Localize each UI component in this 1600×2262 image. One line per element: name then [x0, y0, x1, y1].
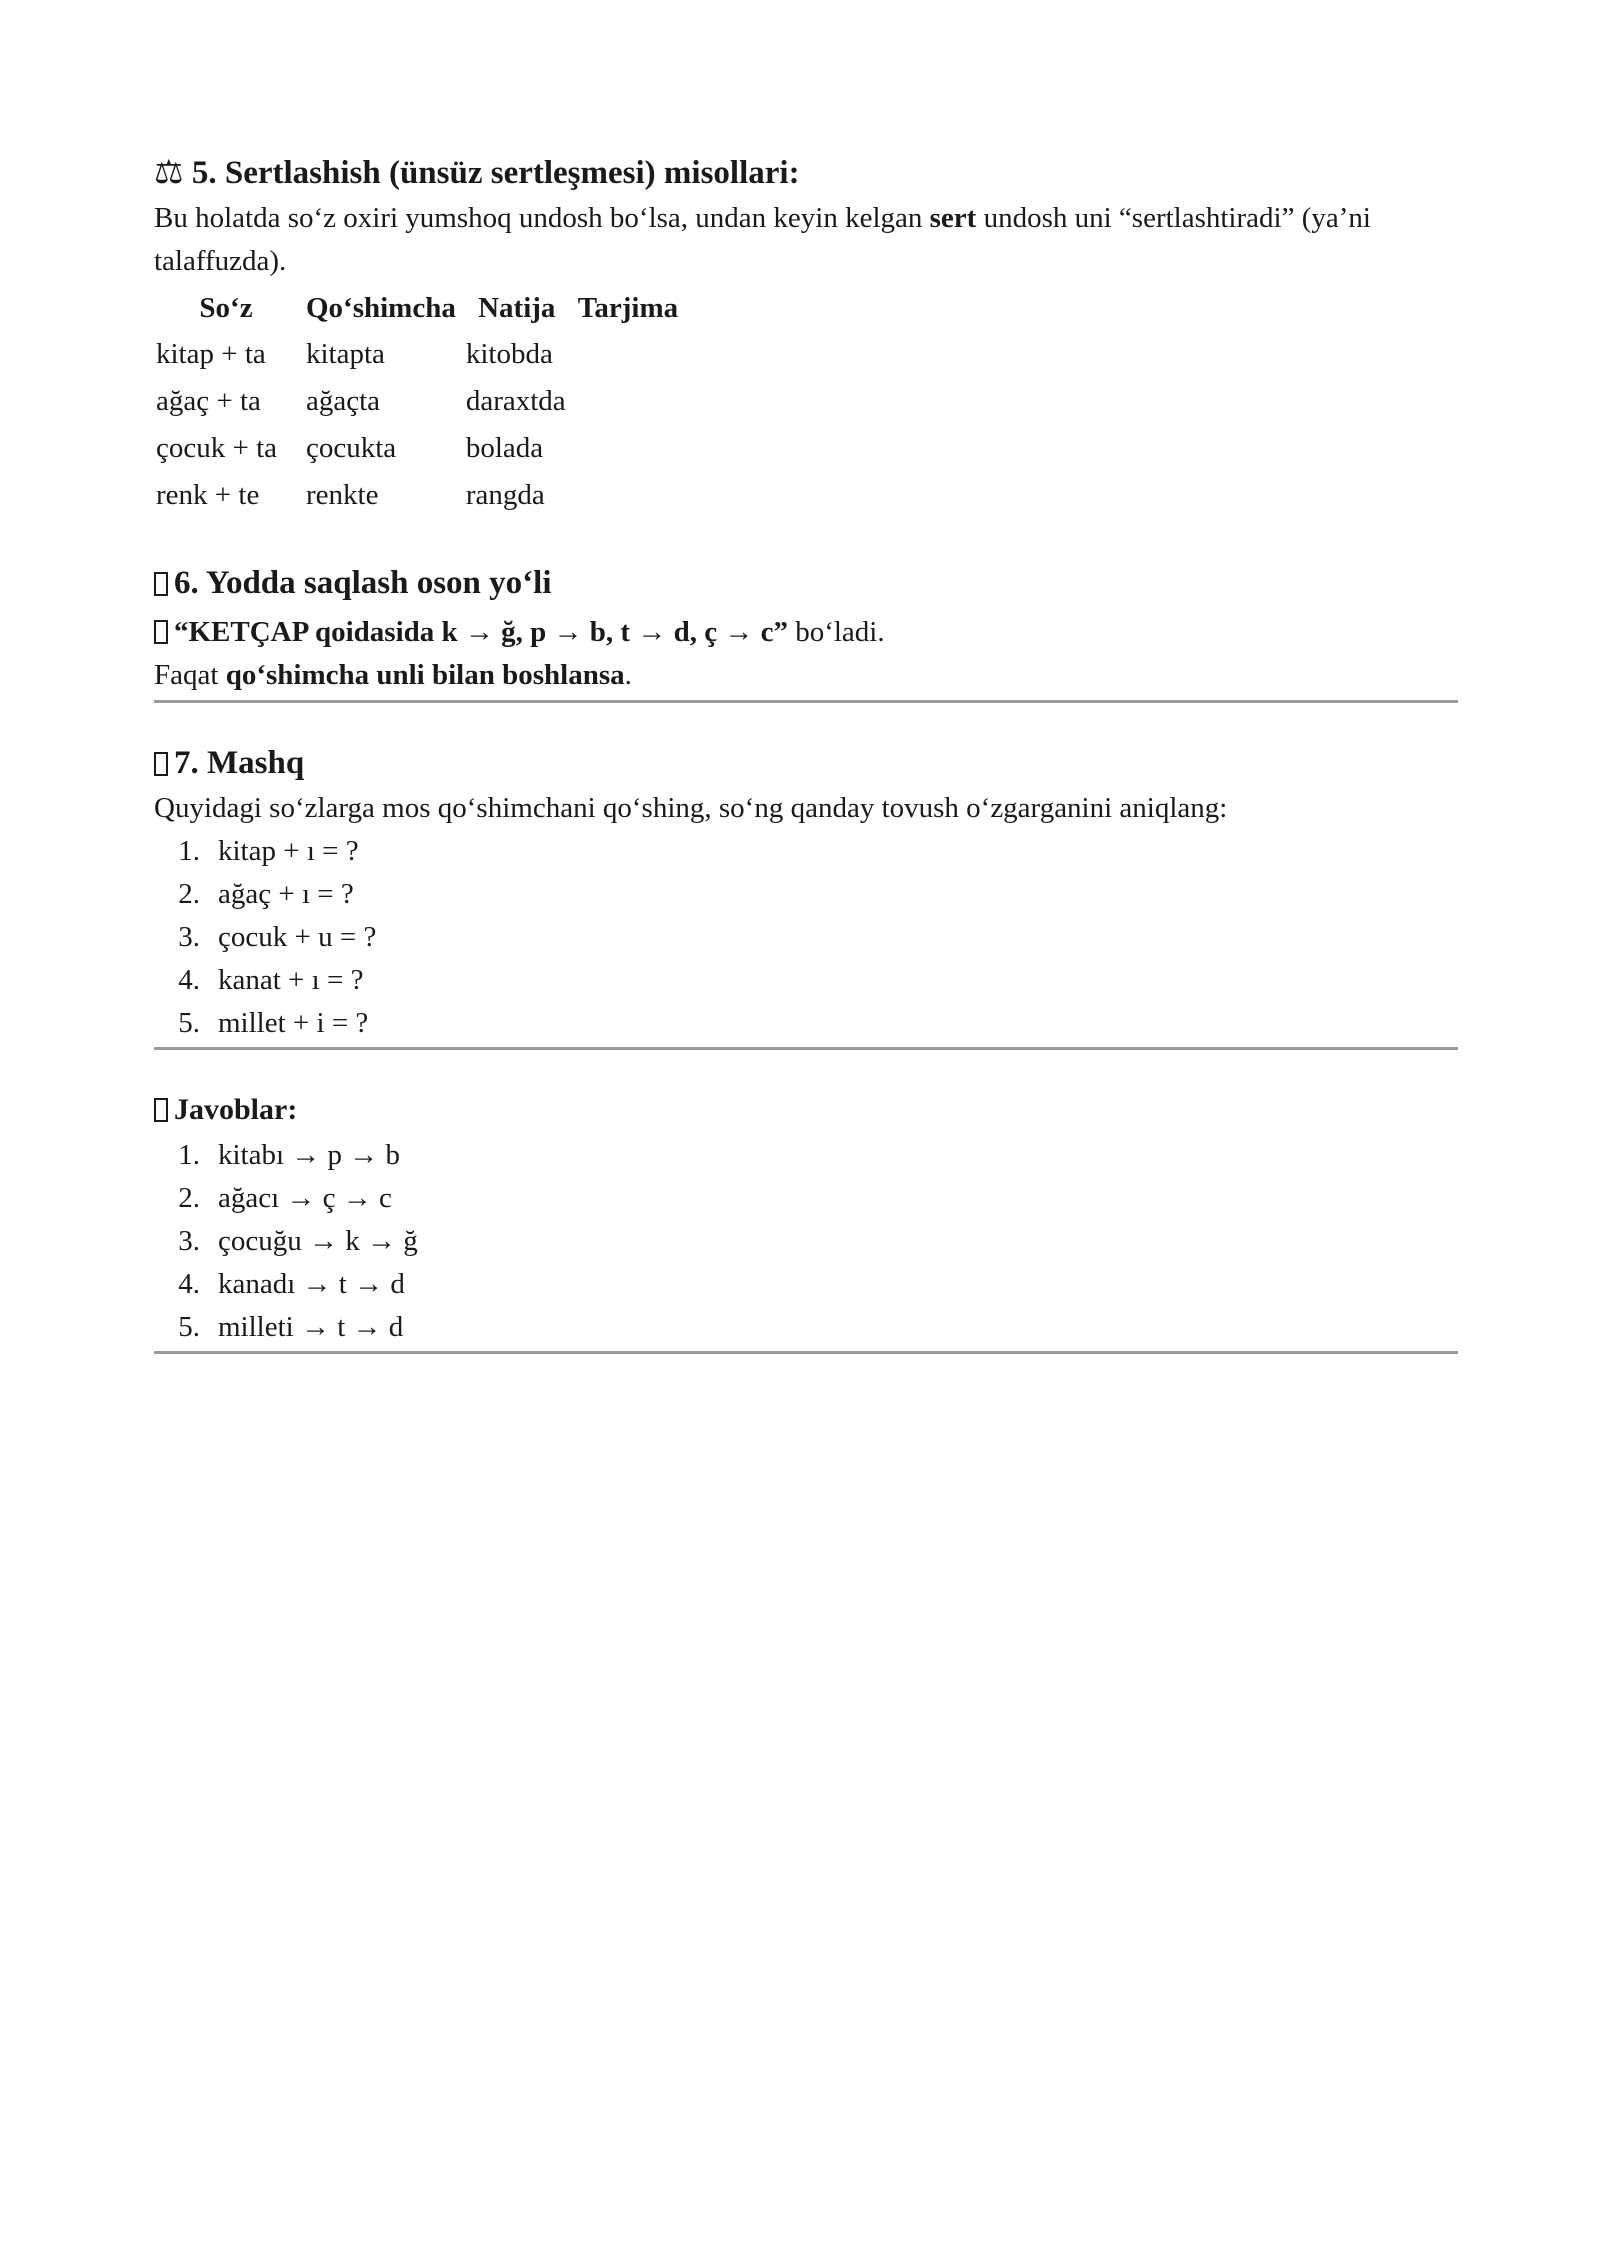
- list-item: [154, 830, 1458, 873]
- table-cell: renkte: [306, 479, 379, 511]
- balance-scale-icon: ⚖: [154, 152, 184, 191]
- table-row: [154, 425, 688, 472]
- answers-title: Javoblar:: [174, 1093, 298, 1126]
- table-cell: bolada: [465, 432, 544, 464]
- list-item: [154, 1220, 1458, 1263]
- list-item: [154, 873, 1458, 916]
- column-header: Natija: [478, 291, 556, 324]
- section-5-paragraph: [154, 197, 1458, 283]
- table-cell: renk + te: [156, 479, 260, 511]
- table-row: [154, 331, 688, 378]
- section-5-heading: [154, 150, 1458, 195]
- list-text: çocuk + u = ?: [218, 921, 377, 953]
- table-cell: daraxtda: [465, 385, 566, 417]
- list-number: 2.: [178, 1182, 200, 1214]
- table-cell: kitap + ta: [156, 338, 266, 370]
- section-5-title: 5. Sertlashish (ünsüz sertleşmesi) misollari:: [191, 155, 800, 191]
- table-cell: kitapta: [306, 338, 385, 370]
- divider: [154, 700, 1458, 703]
- table-cell: ağaç + ta: [156, 385, 261, 417]
- list-text: kanat + ı = ?: [218, 964, 364, 996]
- table-cell: [578, 425, 688, 472]
- answers-list: [154, 1134, 1458, 1349]
- missing-glyph-icon: [154, 620, 168, 644]
- condition-text: Faqat: [154, 659, 226, 691]
- list-item: [154, 916, 1458, 959]
- list-number: 5.: [178, 1311, 200, 1343]
- divider: [154, 1351, 1458, 1354]
- list-text: ağacı → ç → c: [218, 1182, 392, 1214]
- section-7-title: 7. Mashq: [174, 745, 305, 781]
- table-cell: rangda: [465, 479, 545, 511]
- table-row: [154, 378, 688, 425]
- column-header: So‘z: [199, 291, 253, 324]
- section-7-heading: [154, 741, 1458, 785]
- list-item: [154, 1263, 1458, 1306]
- rule-text: bo‘ladi.: [787, 616, 885, 648]
- condition-bold-text: qo‘shimcha unli bilan boshlansa: [225, 659, 625, 691]
- list-text: milleti → t → d: [218, 1311, 404, 1343]
- column-header: Tarjima: [577, 291, 679, 324]
- missing-glyph-icon: [154, 572, 168, 596]
- table-cell: kitobda: [465, 338, 553, 370]
- table-header-row: [154, 285, 688, 331]
- list-number: 3.: [178, 921, 200, 953]
- table-cell: [578, 331, 688, 378]
- missing-glyph-icon: [154, 1098, 168, 1122]
- list-item: [154, 1002, 1458, 1045]
- list-text: millet + i = ?: [218, 1007, 369, 1039]
- paragraph-text: Bu holatda so‘z oxiri yumshoq undosh bo‘lsa, undan keyin kelgan: [154, 202, 930, 234]
- table-row: [154, 472, 688, 519]
- list-text: kitabı → p → b: [218, 1139, 401, 1171]
- condition-line: [154, 654, 1458, 697]
- missing-glyph-icon: [154, 752, 168, 776]
- exercise-intro: Quyidagi so‘zlarga mos qo‘shimchani qo‘shing, so‘ng qanday tovush o‘zgarganini aniqlang:: [154, 792, 1228, 824]
- table-cell: [578, 378, 688, 425]
- column-header: Qo‘shimcha: [306, 291, 456, 324]
- answers-heading: [154, 1088, 1458, 1132]
- list-number: 3.: [178, 1225, 200, 1257]
- list-number: 2.: [178, 878, 200, 910]
- table-cell: çocukta: [306, 432, 397, 464]
- list-number: 4.: [178, 964, 200, 996]
- list-item: [154, 1177, 1458, 1220]
- sertlashish-table: [154, 285, 688, 519]
- list-item: [154, 959, 1458, 1002]
- list-item: [154, 1134, 1458, 1177]
- paragraph-bold-text: sert: [929, 202, 977, 234]
- table-cell: çocuk + ta: [156, 432, 278, 464]
- rule-line: [154, 611, 1458, 654]
- list-item: [154, 1306, 1458, 1349]
- exercise-list: [154, 830, 1458, 1045]
- section-6-title: 6. Yodda saqlash oson yo‘li: [174, 565, 552, 601]
- list-number: 1.: [178, 1139, 200, 1171]
- list-text: kanadı → t → d: [218, 1268, 405, 1300]
- list-text: kitap + ı = ?: [218, 835, 359, 867]
- divider: [154, 1047, 1458, 1050]
- list-text: ağaç + ı = ?: [218, 878, 354, 910]
- rule-bold-text: “KETÇAP qoidasida k → ğ, p → b, t → d, ç → c”: [174, 616, 788, 648]
- paragraph-text: undosh uni “sertlashtiradi” (ya’ni talaffuzda).: [154, 202, 1371, 277]
- section-6-heading: [154, 561, 1458, 605]
- list-text: çocuğu → k → ğ: [218, 1225, 418, 1257]
- list-number: 1.: [178, 835, 200, 867]
- list-number: 4.: [178, 1268, 200, 1300]
- table-cell: [578, 472, 688, 519]
- table-cell: ağaçta: [306, 385, 381, 417]
- list-number: 5.: [178, 1007, 200, 1039]
- document-page: [154, 150, 1458, 1354]
- condition-text: .: [624, 659, 632, 691]
